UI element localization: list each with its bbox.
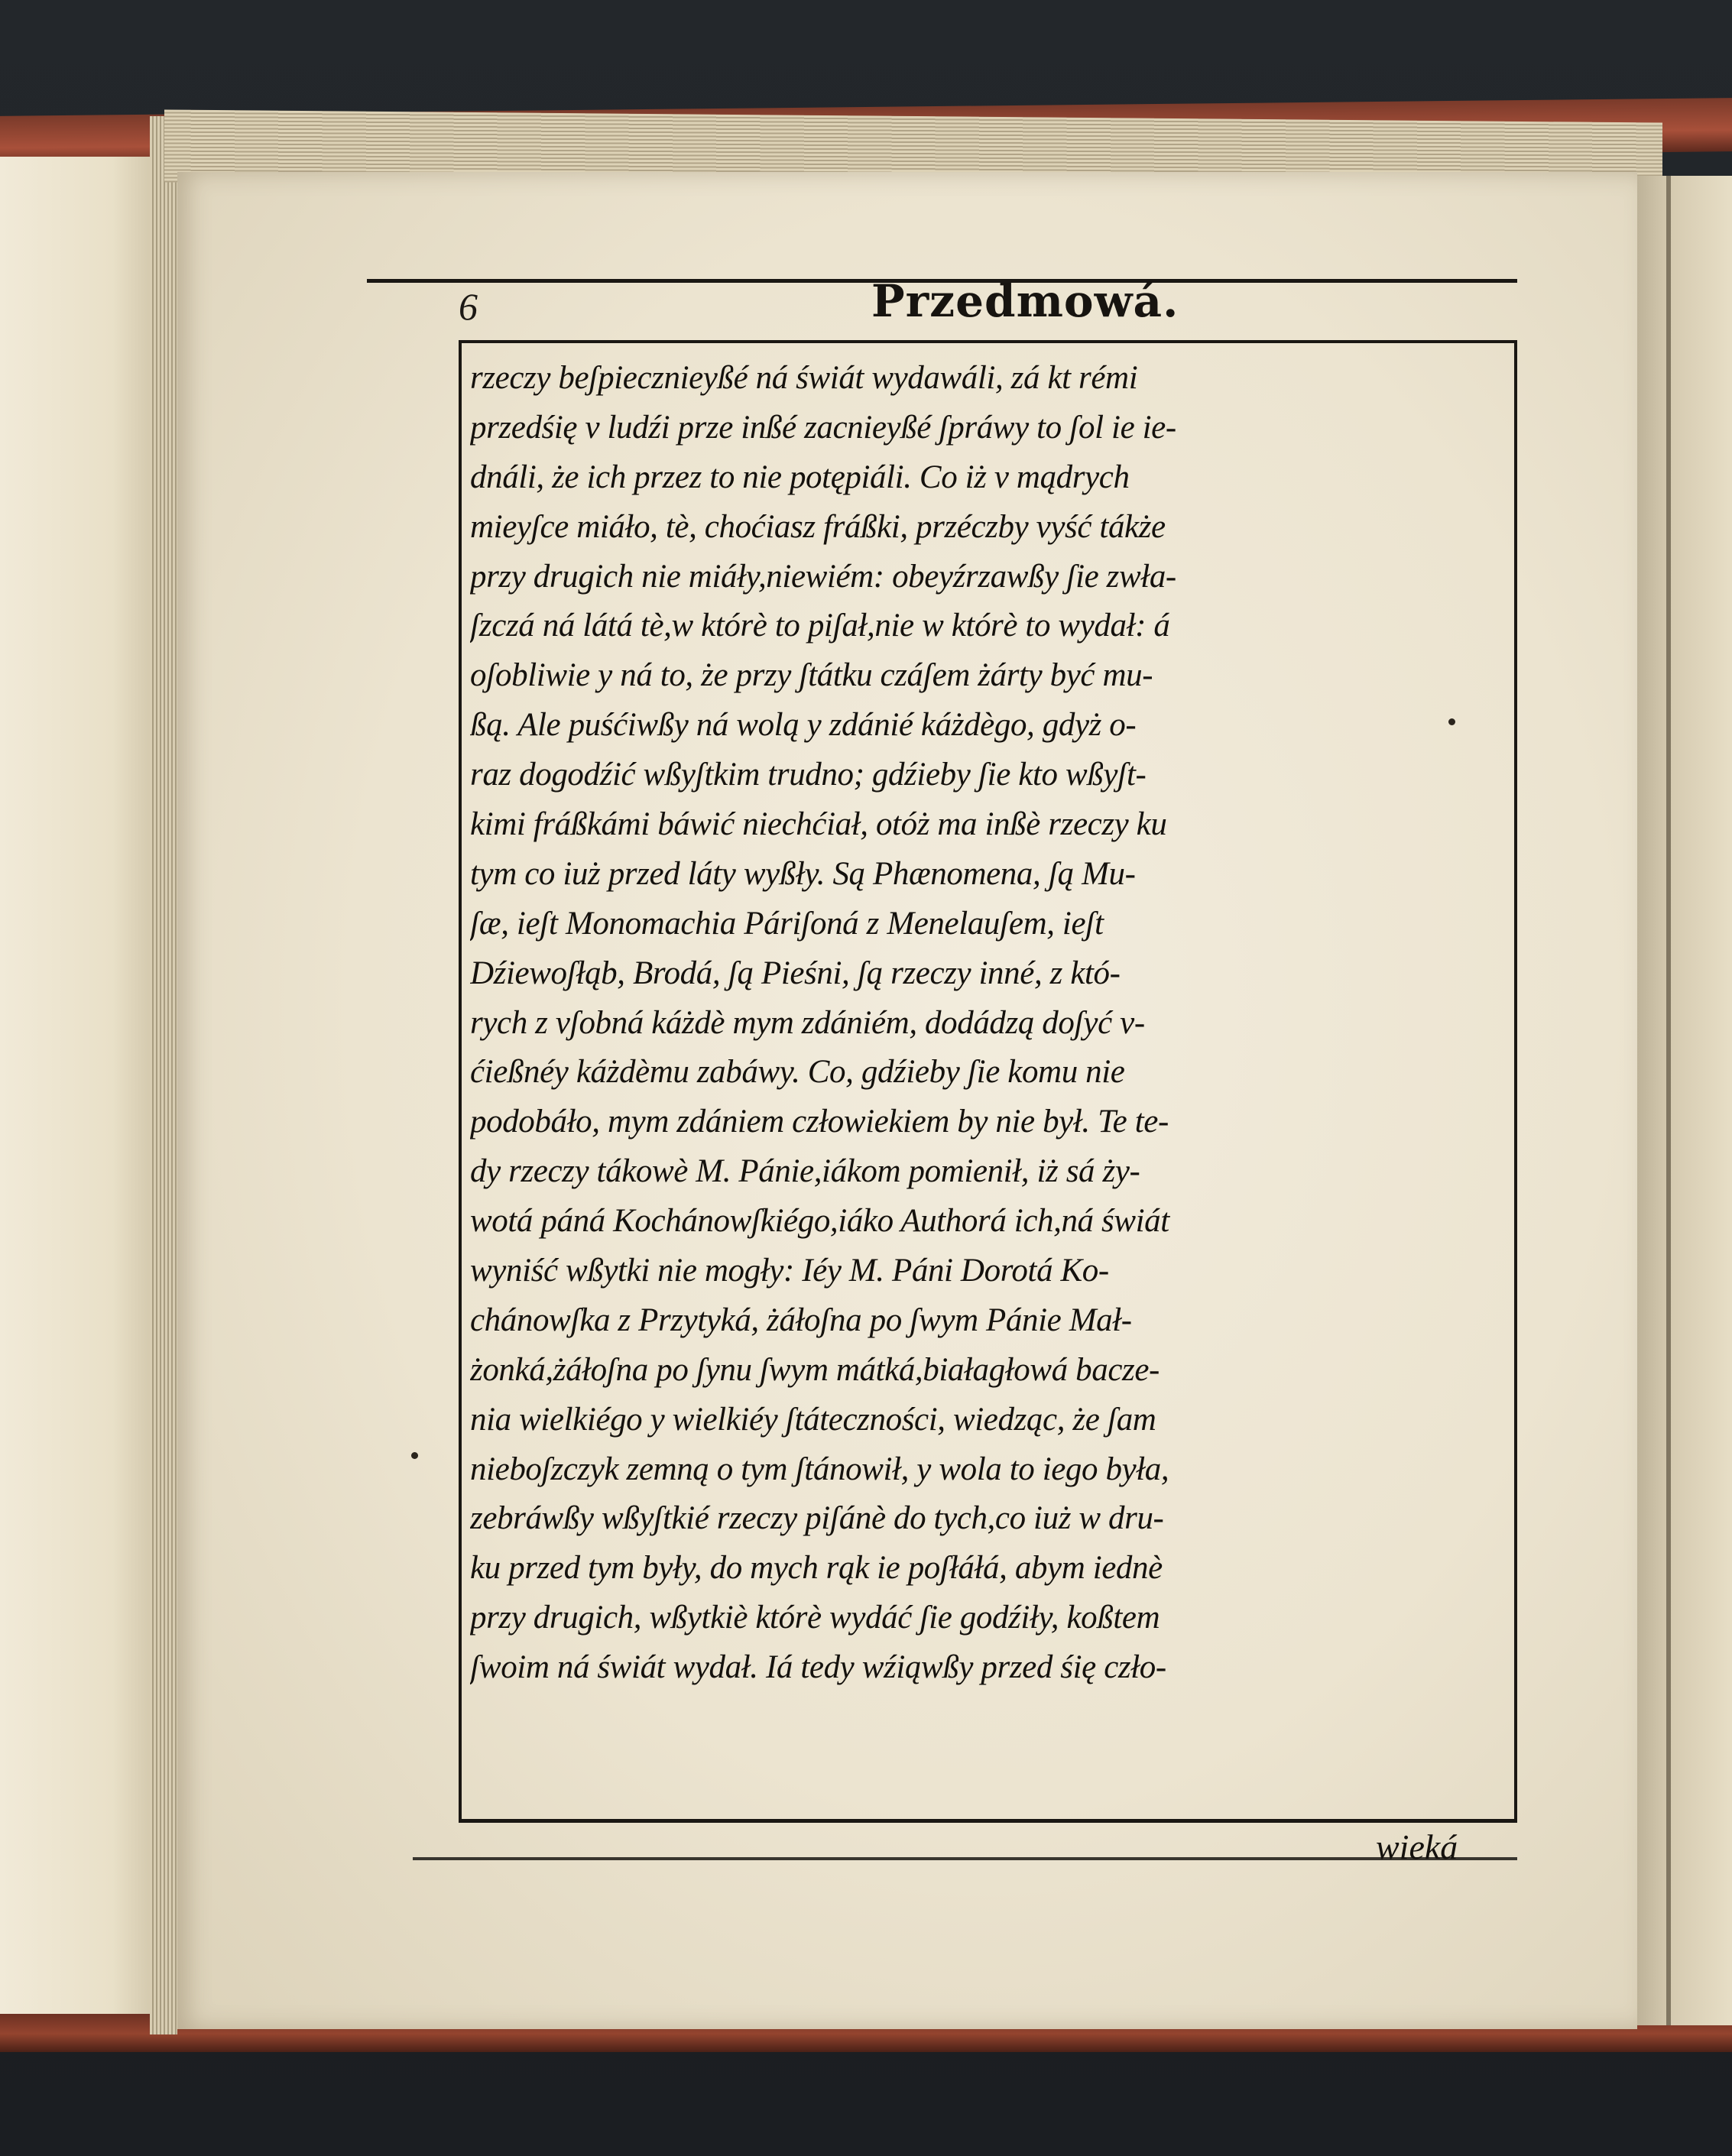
text-line: żonká,żáłoʃna po ʃynu ʃwym mátká,białagłowá bacze-: [470, 1351, 1160, 1388]
text-line: nia wielkiégo y wielkiéy ʃtáteczności, wiedząc, że ʃam: [470, 1401, 1156, 1438]
page-number: 6: [459, 285, 478, 328]
text-line: ʃzczá ná látá tè,w którè to piʃał,nie w którè to wydał: á: [470, 608, 1170, 644]
ink-speck: [1448, 718, 1455, 725]
catchword: wieká: [1376, 1827, 1458, 1866]
running-head: Przedmowá.: [871, 275, 1179, 327]
text-line: wotá páná Kochánowʃkiégo,iáko Authorá ich,ná świát: [470, 1203, 1169, 1240]
ink-speck: [411, 1452, 418, 1459]
right-page-gutter: [1666, 176, 1671, 2025]
text-line: raz dogodźić wßyʃtkim trudno; gdźieby ʃie kto wßyʃt-: [470, 757, 1147, 793]
text-line: ʃwoim ná świát wydał. Iá tedy wźiąwßy przed śię czło-: [470, 1649, 1166, 1686]
text-line: kimi fráßkámi báwić niechćiał, otóż ma inßè rzeczy ku: [470, 806, 1167, 843]
right-page-edge: [1628, 176, 1732, 2025]
text-line: oʃobliwie y ná to, że przy ʃtátku czáʃem żárty być mu-: [470, 657, 1153, 694]
text-line: wyniść wßytki nie mogły: Iéy M. Páni Dorotá Ko-: [470, 1253, 1109, 1289]
left-page-edge: [0, 157, 163, 2014]
text-line: chánowʃka z Przytyká, żáłoʃna po ʃwym Pánie Mał-: [470, 1302, 1132, 1338]
text-line: rzeczy beʃpiecznieyßé ná świát wydawáli, zá kt rémi: [470, 360, 1138, 396]
footer-rule: [413, 1857, 1517, 1860]
text-line: przy drugich, wßytkiè którè wydáć ʃie godźiły, koßtem: [470, 1600, 1160, 1636]
page-stack-left: [150, 116, 177, 2034]
text-line: rych z vʃobná káżdè mym zdániém, dodádzą doʃyć v-: [470, 1004, 1145, 1041]
body-text: [470, 354, 1510, 1693]
text-line: dnáli, że ich przez to nie potępiáli. Co iż v mądrych: [470, 459, 1130, 495]
text-line: ßą. Ale puśćiwßy ná wolą y zdánié káżdègo, gdyż o-: [470, 707, 1137, 744]
text-line: dy rzeczy tákowè M. Pánie,iákom pomienił, iż sá ży-: [470, 1153, 1140, 1190]
text-line: zebráwßy wßyʃtkié rzeczy piʃánè do tych,co iuż w dru-: [470, 1500, 1164, 1537]
text-line: nieboʃzczyk zemną o tym ʃtánowił, y wola to iego była,: [470, 1451, 1169, 1487]
text-line: mieyʃce miáło, tè, choćiasz fráßki, przéczby vyść tákże: [470, 508, 1166, 545]
text-line: Dźiewoʃłąb, Brodá, ʃą Pieśni, ʃą rzeczy inné, z któ-: [470, 955, 1121, 991]
text-line: przedśię v ludźi prze inßé zacnieyßé ʃpráwy to ʃol ie ie-: [470, 409, 1176, 446]
text-line: ku przed tym były, do mych rąk ie poʃłáłá, abym iednè: [470, 1550, 1163, 1587]
text-line: podobáło, mym zdániem człowiekiem by nie był. Te te-: [470, 1104, 1169, 1140]
text-line: tym co iuż przed láty wyßły. Są Phænomena, ʃą Mu-: [470, 855, 1136, 892]
text-line: przy drugich nie miáły,niewiém: obeyźrzawßy ʃie zwła-: [470, 558, 1176, 595]
text-line: ʃæ, ieʃt Monomachia Páriʃoná z Menelauʃem, ieʃt: [470, 905, 1104, 942]
text-line: ćießnéy káżdèmu zabáwy. Co, gdźieby ʃie komu nie: [470, 1054, 1125, 1091]
